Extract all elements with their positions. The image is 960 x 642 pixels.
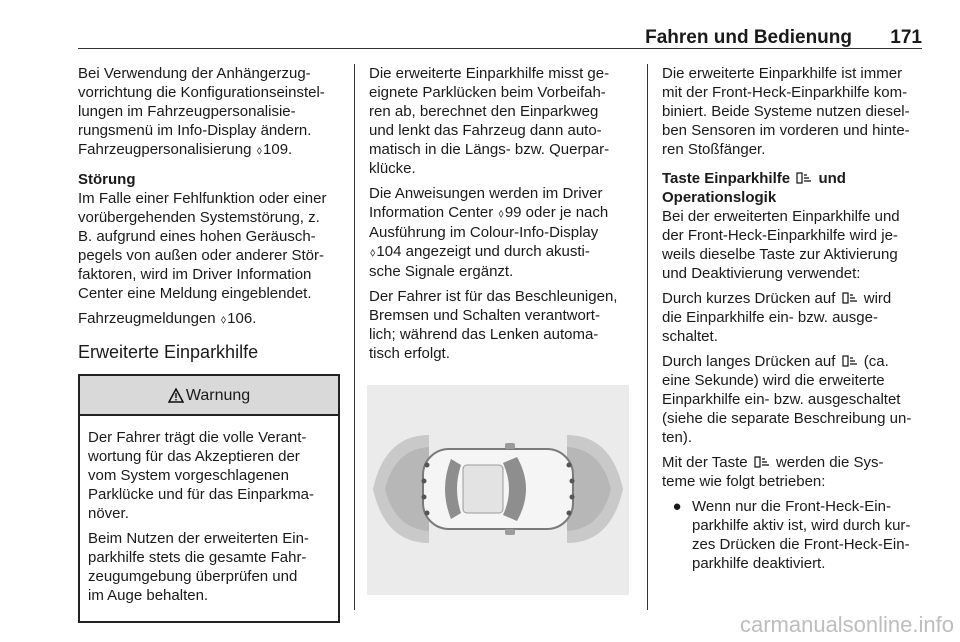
stoerung-paragraph: Im Falle einer Fehlfunktion oder einer vorübergehenden Systemstörung, z. B. aufgrund eines hohen Geräusch- pegels von außen oder anderer Stör- faktoren, wird im Driver Information Center eine Meldung eingeblendet.: [78, 190, 327, 302]
warning-paragraph-1: Der Fahrer trägt die volle Verant- wortung für das Akzeptieren der vom System vorgeschlagenen Parklücke und für das Einparkma- növer.: [88, 429, 314, 522]
watermark: carmanualsonline.info: [739, 612, 954, 637]
column-2: [369, 64, 633, 595]
page-reference-link[interactable]: 106.: [227, 310, 257, 327]
col2-paragraph-1: Die erweiterte Einparkhilfe misst ge- eignete Parklücken beim Vorbeifah- ren ab, berechnet den Einparkweg und lenkt das Fahrzeug dann auto- matisch in die Längs- bzw. Querpar- klücke.: [369, 65, 610, 177]
warning-body: [80, 416, 338, 621]
page-reference-icon: ⬨: [498, 206, 504, 220]
page-reference-icon: ⬨: [370, 245, 376, 259]
column-divider-2: [647, 64, 648, 610]
col2-paragraph-2: Die Anweisungen werden im Driver Information Center ⬨99 oder je nach Ausführung im Colour-Info-Display ⬨104 angezeigt und durch akusti- sche Signale ergänzt.: [369, 185, 609, 280]
column-1: [78, 64, 340, 623]
warning-triangle-icon: [168, 388, 184, 403]
col3-paragraph-3: Durch kurzes Drücken auf wird die Einparkhilfe ein- bzw. ausge- schaltet.: [662, 290, 892, 345]
col3-paragraph-1: Die erweiterte Einparkhilfe ist immer mit der Front-Heck-Einparkhilfe kom- biniert. Beide Systeme nutzen diesel- ben Sensoren im vorderen und hinte- ren Stoßfänger.: [662, 65, 910, 158]
header-title: Fahren und Bedienung: [645, 27, 852, 48]
col3-paragraph-5: Mit der Taste werden die Sys- teme wie folgt betrieben:: [662, 454, 884, 490]
warning-title: Warnung: [185, 386, 251, 404]
page-header: [78, 0, 922, 49]
taste-heading: Taste Einparkhilfe und Operationslogik: [662, 170, 846, 206]
car-top-view-image: [367, 385, 629, 595]
meldungen-paragraph: Fahrzeugmeldungen ⬨106.: [78, 310, 257, 327]
parking-assist-icon: [754, 456, 770, 468]
section-heading: Erweiterte Einparkhilfe: [78, 342, 259, 362]
page-reference-icon: ⬨: [256, 143, 263, 157]
bullet-icon: ●: [672, 498, 682, 515]
col3-paragraph-4: Durch langes Drücken auf (ca. eine Sekunde) wird die erweiterte Einparkhilfe ein- bzw. ausgeschaltet (siehe die separate Beschreibung un- ten).: [662, 353, 912, 446]
intro-paragraph: Bei Verwendung der Anhängerzug- vorrichtung die Konfigurationseinstel- lungen im Fahrzeugpersonalisie- rungsmenü im Info-Display ändern. Fahrzeugpersonalisierung ⬨109.: [78, 65, 325, 158]
page-reference-icon: ⬨: [220, 312, 227, 326]
stoerung-heading: Störung: [78, 171, 136, 188]
page-reference-link[interactable]: 99 oder je nach: [504, 204, 609, 221]
parking-sensor-illustration: [367, 385, 629, 595]
col3-paragraph-2: Bei der erweiterten Einparkhilfe und der Front-Heck-Einparkhilfe wird je- weils dieselbe Taste zur Aktivierung und Deaktivierung verwendet:: [662, 208, 900, 282]
warning-header: [80, 376, 338, 416]
warning-paragraph-2: Beim Nutzen der erweiterten Ein- parkhilfe stets die gesamte Fahr- zeugumgebung überprüfen und im Auge behalten.: [88, 530, 309, 604]
column-3: [662, 64, 927, 573]
page-number: 171: [890, 27, 922, 48]
column-divider-1: [354, 64, 355, 610]
page-reference-link[interactable]: 109.: [263, 141, 293, 158]
list-item: ● Wenn nur die Front-Heck-Ein- parkhilfe aktiv ist, wird durch kur- zes Drücken die Front-Heck-Ein- parkhilfe deaktiviert.: [662, 497, 927, 573]
parking-assist-icon: [796, 172, 812, 184]
page-reference-link[interactable]: 104 angezeigt und durch akusti-: [376, 243, 590, 260]
parking-assist-icon: [842, 355, 858, 367]
col2-paragraph-3: Der Fahrer ist für das Beschleunigen, Bremsen und Schalten verantwort- lich; während das Lenken automa- tisch erfolgt.: [369, 288, 618, 362]
parking-assist-icon: [842, 292, 858, 304]
warning-box: [78, 374, 340, 623]
